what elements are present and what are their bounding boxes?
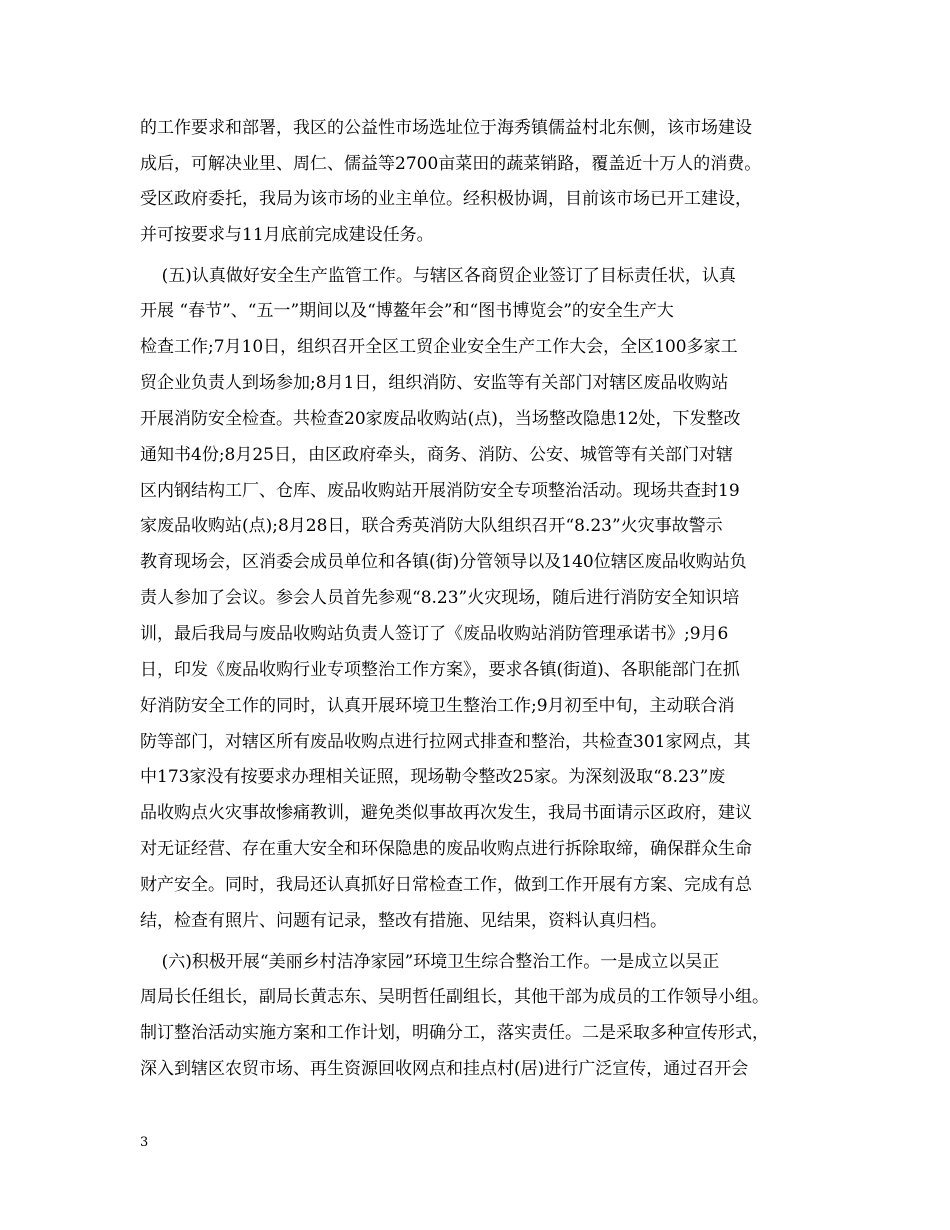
paragraph-first-line: (五)认真做好安全生产监管工作。与辖区各商贸企业签订了目标责任状，认真 — [140, 266, 736, 286]
body-text-line: 检查工作;7月10日，组织召开全区工贸企业安全生产工作大会，全区100多家工 — [140, 337, 738, 357]
body-text-line: 深入到辖区农贸市场、再生资源回收网点和挂点村(居)进行广泛宣传，通过召开会 — [140, 1059, 749, 1079]
body-text-line: 贸企业负责人到场参加;8月1日，组织消防、安监等有关部门对辖区废品收购站 — [140, 373, 729, 393]
body-text-line: 开展消防安全检查。共检查20家废品收购站(点)，当场整改隐患12处，下发整改 — [140, 409, 741, 429]
body-text-line: 训，最后我局与废品收购站负责人签订了《废品收购站消防管理承诺书》;9月6 — [140, 624, 729, 644]
body-text-line: 品收购点火灾事故惨痛教训，避免类似事故再次发生，我局书面请示区政府，建议 — [140, 803, 752, 823]
page-number: 3 — [140, 1135, 149, 1150]
body-text-line: 教育现场会，区消委会成员单位和各镇(街)分管领导以及140位辖区废品收购站负 — [140, 552, 747, 572]
body-text-line: 结，检查有照片、问题有记录，整改有措施、见结果，资料认真归档。 — [140, 911, 667, 931]
body-text-line: 通知书4份;8月25日，由区政府牵头，商务、消防、公安、城管等有关部门对辖 — [140, 445, 733, 465]
body-text-line: 制订整治活动实施方案和工作计划，明确分工，落实责任。二是采取多种宣传形式， — [140, 1023, 769, 1043]
body-text-line: 对无证经营、存在重大安全和环保隐患的废品收购点进行拆除取缔，确保群众生命 — [140, 839, 752, 859]
body-text-line: 日，印发《废品收购行业专项整治工作方案》，要求各镇(街道)、各职能部门在抓 — [140, 660, 740, 680]
body-text-line: 的工作要求和部署，我区的公益性市场选址位于海秀镇儒益村北东侧，该市场建设 — [140, 118, 752, 138]
body-text-line: 受区政府委托，我局为该市场的业主单位。经积极协调，目前该市场已开工建设， — [140, 189, 752, 209]
body-text-line: 防等部门，对辖区所有废品收购点进行拉网式排查和整治，共检查301家网点，其 — [140, 732, 751, 752]
body-text-line: 并可按要求与11月底前完成建设任务。 — [140, 225, 434, 245]
body-text-line: 成后，可解决业里、周仁、儒益等2700亩菜田的蔬菜销路，覆盖近十万人的消费。 — [140, 154, 762, 174]
paragraph-first-line: (六)积极开展“美丽乡村洁净家园”环境卫生综合整治工作。一是成立以吴正 — [140, 952, 720, 972]
body-text-line: 区内钢结构工厂、仓库、废品收购站开展消防安全专项整治活动。现场共查封19 — [140, 481, 740, 501]
body-text-line: 开展 “春节”、“五一”期间以及“博鳌年会”和“图书博览会”的安全生产大 — [140, 301, 674, 321]
body-text-line: 责人参加了会议。参会人员首先参观“8.23”火灾现场，随后进行消防安全知识培 — [140, 588, 740, 608]
body-text-line: 好消防安全工作的同时，认真开展环境卫生整治工作;9月初至中旬，主动联合消 — [140, 696, 735, 716]
body-text-line: 财产安全。同时，我局还认真抓好日常检查工作，做到工作开展有方案、完成有总 — [140, 875, 752, 895]
body-text-line: 周局长任组长，副局长黄志东、吴明哲任副组长，其他干部为成员的工作领导小组。 — [140, 987, 769, 1007]
body-text-line: 家废品收购站(点);8月28日，联合秀英消防大队组织召开“8.23”火灾事故警示 — [140, 516, 723, 536]
body-text-line: 中173家没有按要求办理相关证照，现场勒令整改25家。为深刻汲取“8.23”废 — [140, 767, 726, 787]
